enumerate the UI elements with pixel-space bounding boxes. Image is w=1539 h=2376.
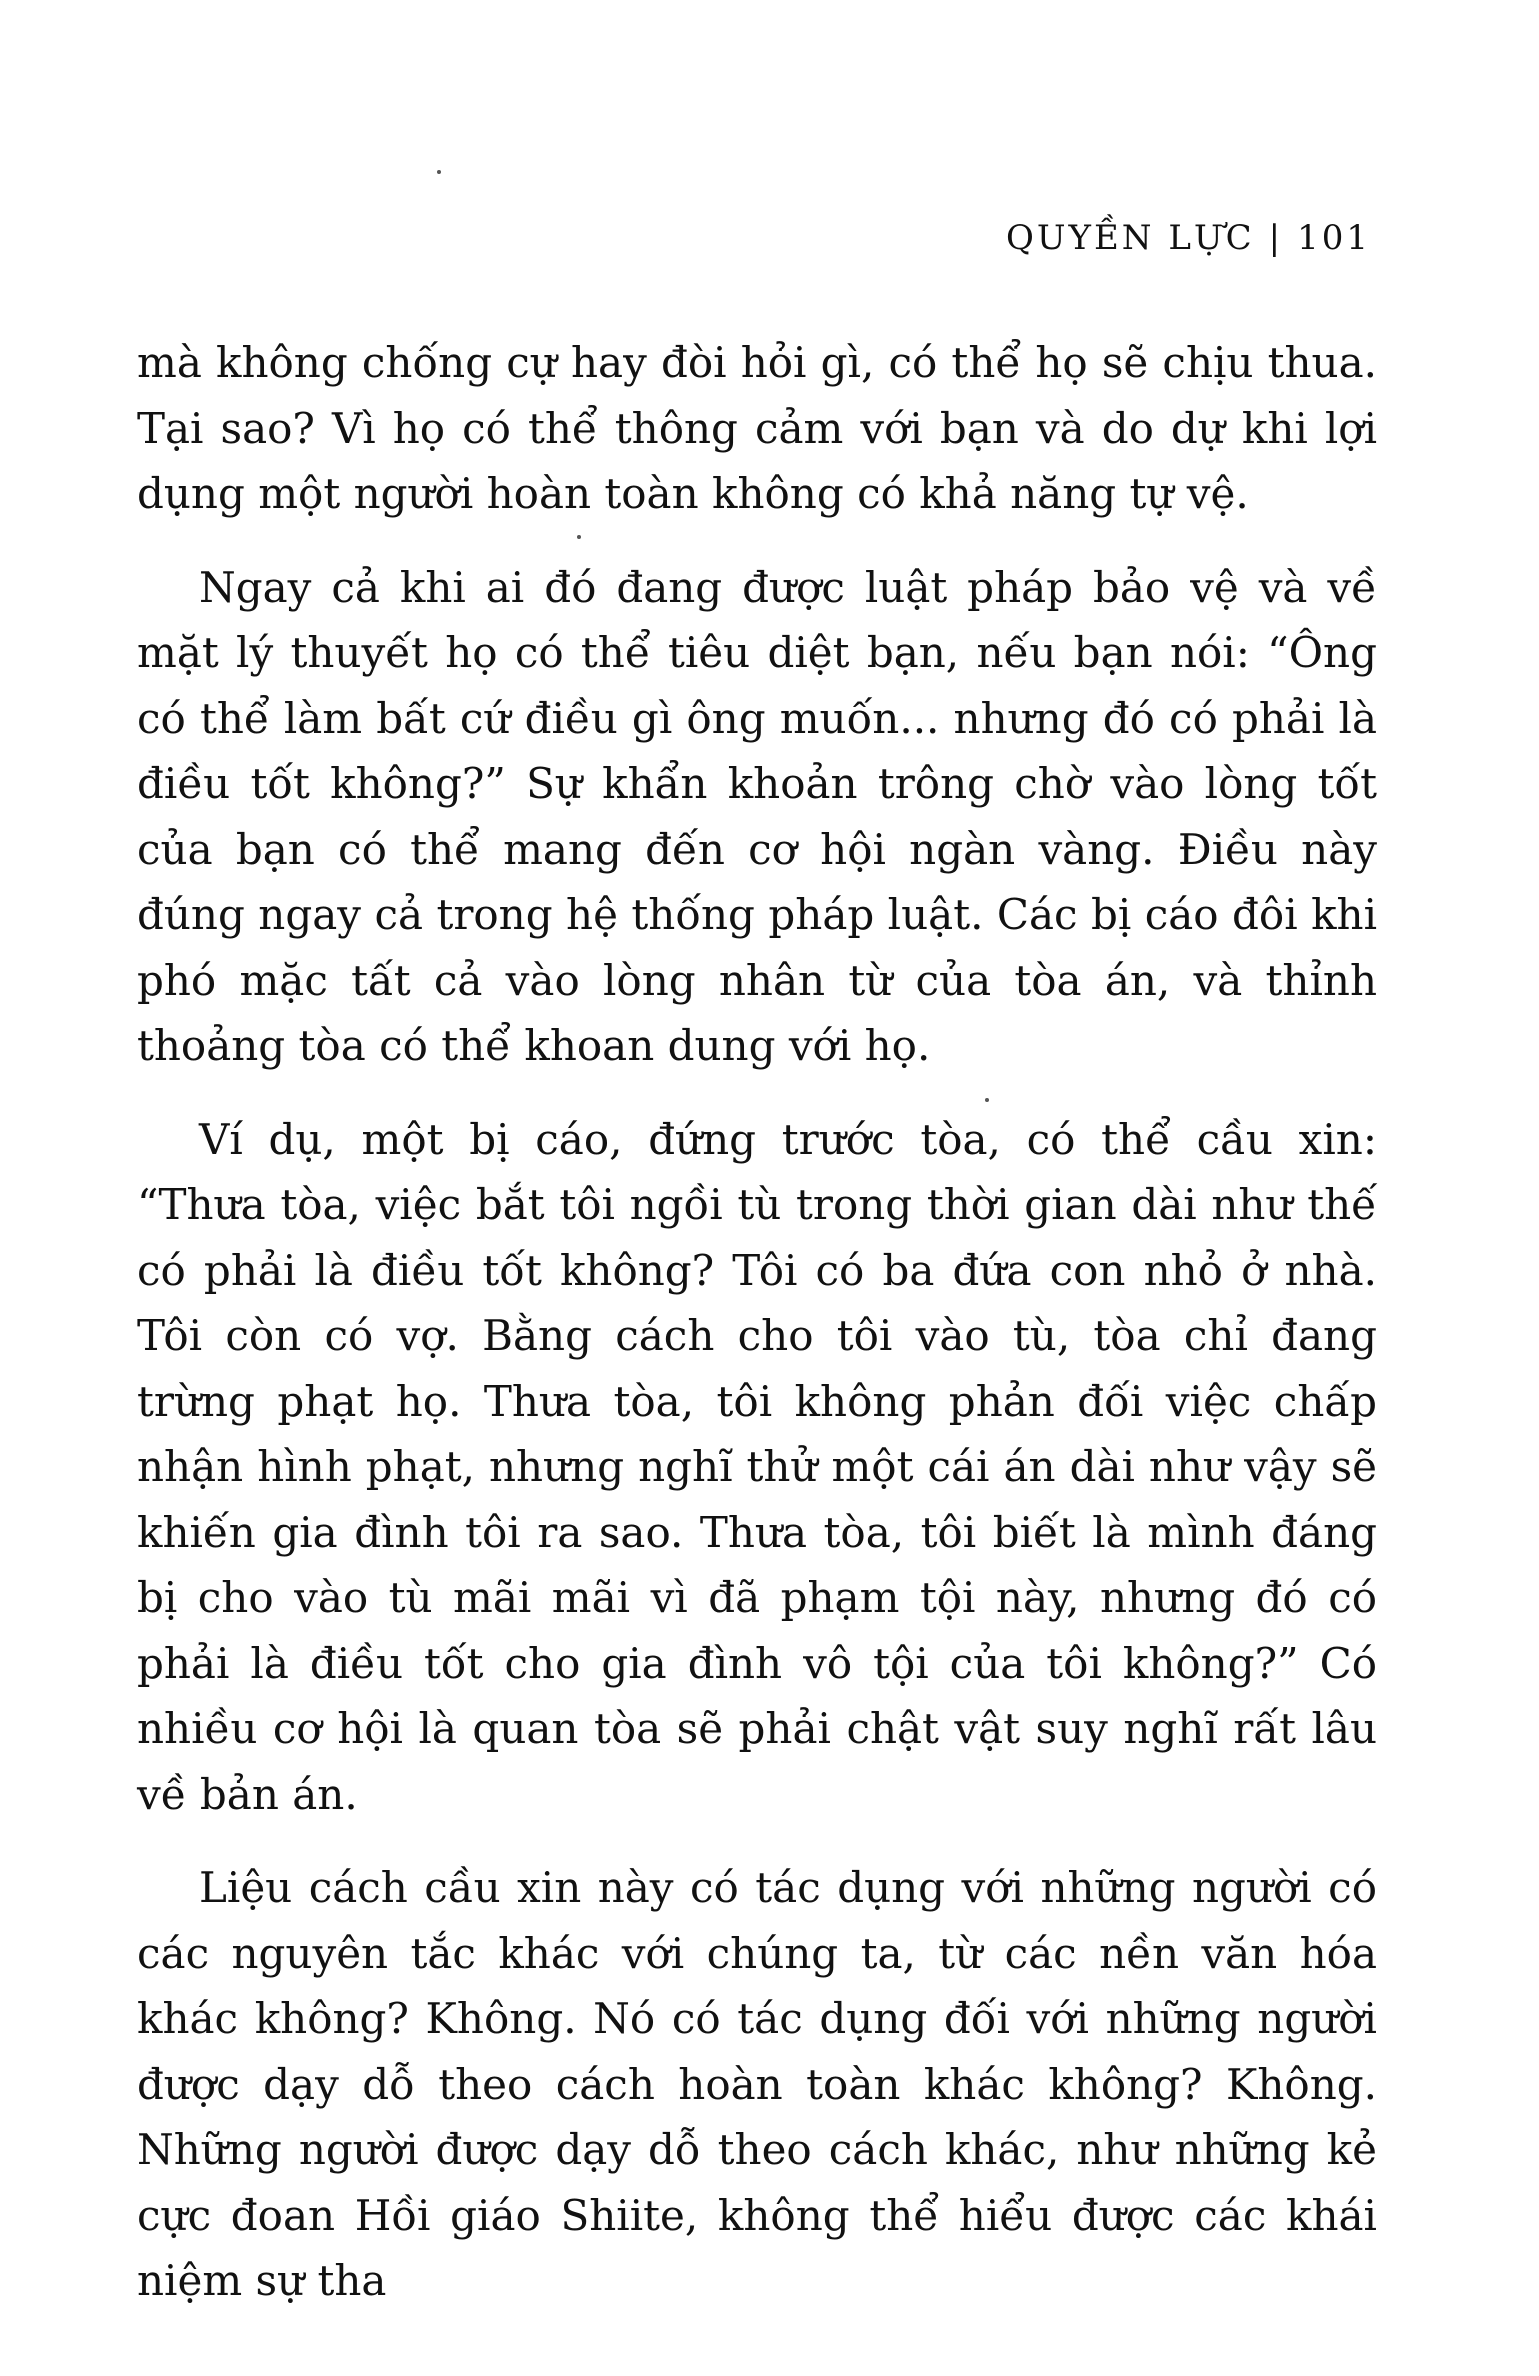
running-header bbox=[1006, 218, 1371, 258]
body-text bbox=[137, 330, 1377, 2342]
page-number: 101 bbox=[1297, 218, 1371, 258]
paragraph-3: Ví dụ, một bị cáo, đứng trước tòa, có thể cầu xin: “Thưa tòa, việc bắt tôi ngồi tù trong thời gian dài như thế có phải là điều tốt không? Tôi có ba đứa con nhỏ ở nhà. Tôi còn có vợ. Bằng cách cho tôi vào tù, tòa chỉ đang trừng phạt họ. Thưa tòa, tôi không phản đối việc chấp nhận hình phạt, nhưng nghĩ thử một cái án dài như vậy sẽ khiến gia đình tôi ra sao. Thưa tòa, tôi biết là mình đáng bị cho vào tù mãi mãi vì đã phạm tội này, nhưng đó có phải là điều tốt cho gia đình vô tội của tôi không?” Có nhiều cơ hội là quan tòa sẽ phải chật vật suy nghĩ rất lâu về bản án. bbox=[137, 1114, 1377, 1819]
paragraph-2: Ngay cả khi ai đó đang được luật pháp bảo vệ và về mặt lý thuyết họ có thể tiêu diệt bạn, nếu bạn nói: “Ông có thể làm bất cứ điều gì ông muốn... nhưng đó có phải là điều tốt không?” Sự khẩn khoản trông chờ vào lòng tốt của bạn có thể mang đến cơ hội ngàn vàng. Điều này đúng ngay cả trong hệ thống pháp luật. Các bị cáo đôi khi phó mặc tất cả vào lòng nhân từ của tòa án, và thỉnh thoảng tòa có thể khoan dung với họ. bbox=[137, 562, 1377, 1070]
header-separator: | bbox=[1268, 218, 1284, 258]
paragraph-1: mà không chống cự hay đòi hỏi gì, có thể họ sẽ chịu thua. Tại sao? Vì họ có thể thông cảm với bạn và do dự khi lợi dụng một người hoàn toàn không có khả năng tự vệ. bbox=[137, 338, 1377, 518]
scan-speck bbox=[437, 170, 441, 174]
chapter-title: QUYỀN LỰC bbox=[1006, 218, 1255, 258]
paragraph-4: Liệu cách cầu xin này có tác dụng với những người có các nguyên tắc khác với chúng ta, từ các nền văn hóa khác không? Không. Nó có tác dụng đối với những người được dạy dỗ theo cách hoàn toàn khác không? Không. Những người được dạy dỗ theo cách khác, như những kẻ cực đoan Hồi giáo Shiite, không thể hiểu được các khái niệm sự tha bbox=[137, 1863, 1377, 2305]
scan-speck bbox=[985, 1098, 989, 1102]
scan-speck bbox=[577, 535, 581, 539]
